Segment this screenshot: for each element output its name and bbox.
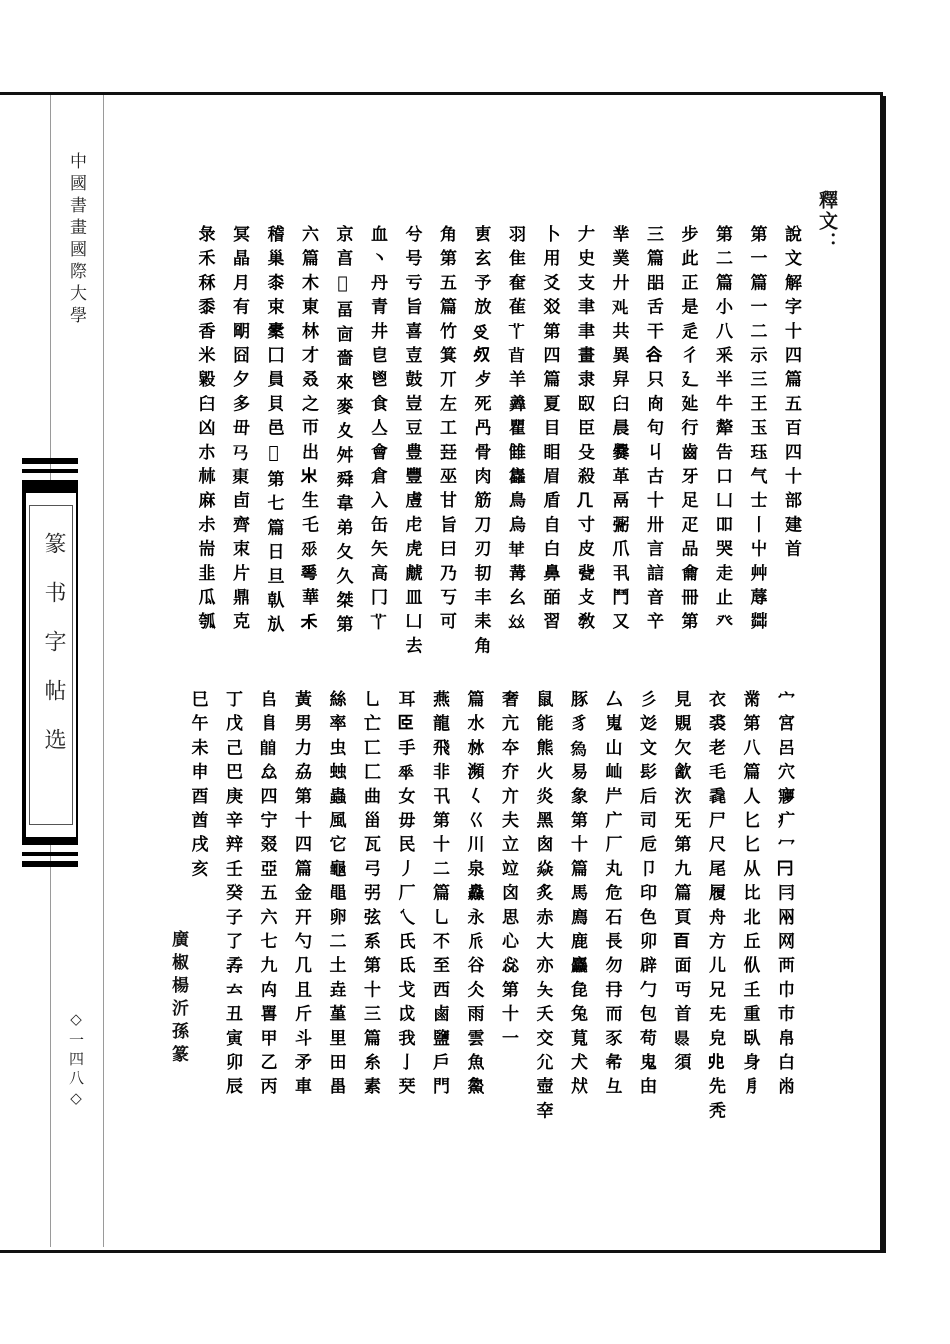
transcription-column: 冥晶月有朙囧夕多毌𢎘𣐺卣齊朿片鼎克 (229, 225, 249, 637)
transcription-column: 兮号亏旨喜壴鼓豈豆豊豐䖒虍虎虤皿凵去 (401, 225, 422, 661)
transcription-column: 第二篇小八釆半牛犛告口凵吅哭走止癶 (712, 225, 732, 637)
page-number: ◇一四八◇ (67, 1010, 85, 1111)
frame-shadow (883, 96, 886, 1251)
transcription-column: 𠂤𨸏𨺅厽四宁叕亞五六七九禸嘼甲乙丙 (256, 690, 277, 1102)
transcription-column: 角第五篇竹箕丌左工㠭巫甘旨曰乃丂可 (436, 225, 456, 637)
signature: 廣椒楊沂孫篆 (168, 930, 188, 1068)
ornament-bar (22, 458, 78, 464)
transcription-column: 第一篇一二示三王玉珏气士丨屮艸蓐茻 (746, 225, 767, 637)
transcription-column: 說文解字十四篇五百四十部建首 (781, 225, 801, 564)
transcription-column: 丁戊己巴庚辛辡壬癸子了孨𠫓丑寅卯辰 (222, 690, 242, 1102)
transcription-column: 黹第八篇人匕匕从比北丘㐺𡈼重臥身㐆 (739, 690, 760, 1102)
transcription-column: 黃男力劦第十四篇金幵勺几且斤斗矛車 (291, 690, 311, 1102)
transcription-column: 叀玄予放𠬪𣦼歺死冎骨肉筋刀刃㓞丰耒角 (470, 225, 491, 661)
transcription-heading: 釋文： (816, 190, 838, 253)
transcription-column: 三篇㗊舌干𧮫只㕯句丩古十卅言誩音䇂 (643, 225, 663, 637)
transcription-column: 豚豸𤉢易象第十篇馬廌鹿麤㲋兔萈犬㹜 (567, 690, 587, 1102)
transcription-column: 巳午未申酉酋戌亥 (187, 690, 208, 884)
transcription-column: 絲率虫䖵蟲風它龜黽卵二土垚堇里田畕 (325, 690, 346, 1102)
transcription-column: 奢亢夲夰亣夫立竝囟思心惢第十一 (498, 690, 518, 1053)
university-name: 中國書畫國際大學 (66, 152, 86, 328)
transcription-column: 鼠能熊火炎黑囪焱炙赤大亦夨夭交尣壺㚔 (532, 690, 553, 1126)
book-title: 篆书字帖选 (41, 532, 66, 777)
transcription-column: 篇水沝瀕𡿨巜川泉灥永𠂢谷仌雨雲魚𩺰 (463, 690, 484, 1102)
transcription-column: 𠂇史支聿聿畫隶臤臣殳殺𠘧寸皮㼱攴敎 (574, 225, 594, 637)
transcription-column: 乚亡匸匚曲甾瓦弓弜弦系第十三篇糸素 (360, 690, 380, 1102)
transcription-column: 彡彣文髟后司卮卩印色卯辟勹包苟鬼甶 (636, 690, 656, 1102)
transcription-column: 血丶丹青井皀鬯食亼會倉入缶矢高冂𦫳 (367, 225, 387, 637)
ornament-bar (22, 861, 78, 867)
transcription-column: 厶嵬山屾屵广厂丸危石長勿冄而豕㣇彑 (601, 690, 622, 1102)
transcription-column: 卜用爻㸚第四篇夏目䀠眉盾自白鼻皕習 (539, 225, 560, 637)
transcription-column: 衣裘老毛毳尸尺尾履舟方儿兄兂皃𠑹先秃 (705, 690, 725, 1126)
transcription-column: 羽隹奞雈𦫳𥄕羊羴瞿雔雥鳥烏𠦒冓幺𢆶 (505, 225, 525, 637)
transcription-column: 燕龍飛非卂第十二篇乚不至西鹵鹽戶門 (429, 690, 449, 1102)
ornament-bar (22, 852, 78, 856)
ornament-bar (22, 469, 78, 473)
transcription-column: 步此正是辵彳廴㢟行齒牙足疋品龠冊第 (677, 225, 698, 637)
transcription-column: 宀宮呂穴㝱疒冖𠔼冃㒳网襾巾巿帛白㡀 (774, 690, 794, 1102)
spine-rule (103, 95, 104, 1247)
transcription-column: 見覞欠㱃㳄旡第九篇頁𦣻面丏首𥄉須 (670, 690, 691, 1078)
transcription-column: 稽巢桼束㯻囗員貝邑𨛜第七篇日旦倝㫃 (263, 225, 284, 640)
transcription-column: 京亯𣆪畐㐭嗇來麥夊舛舜韋弟夂久桀第 (332, 225, 353, 640)
transcription-column: 彔禾秝黍香米毇臼凶朩𣏟麻尗耑韭瓜瓠 (194, 225, 215, 637)
transcription-column: 丵菐廾𠬜共異舁𦥑晨爨革鬲䰜爪丮鬥又 (608, 225, 629, 637)
frame-shadow (4, 1250, 886, 1253)
transcription-column: 耳𦣞手𠦬女毋民丿厂乀氏氐戈戉我亅珡 (394, 690, 415, 1102)
transcription-column: 六篇木東林才叒之帀出𣎵生乇𠂹𠌶華𥝌 (298, 225, 318, 637)
